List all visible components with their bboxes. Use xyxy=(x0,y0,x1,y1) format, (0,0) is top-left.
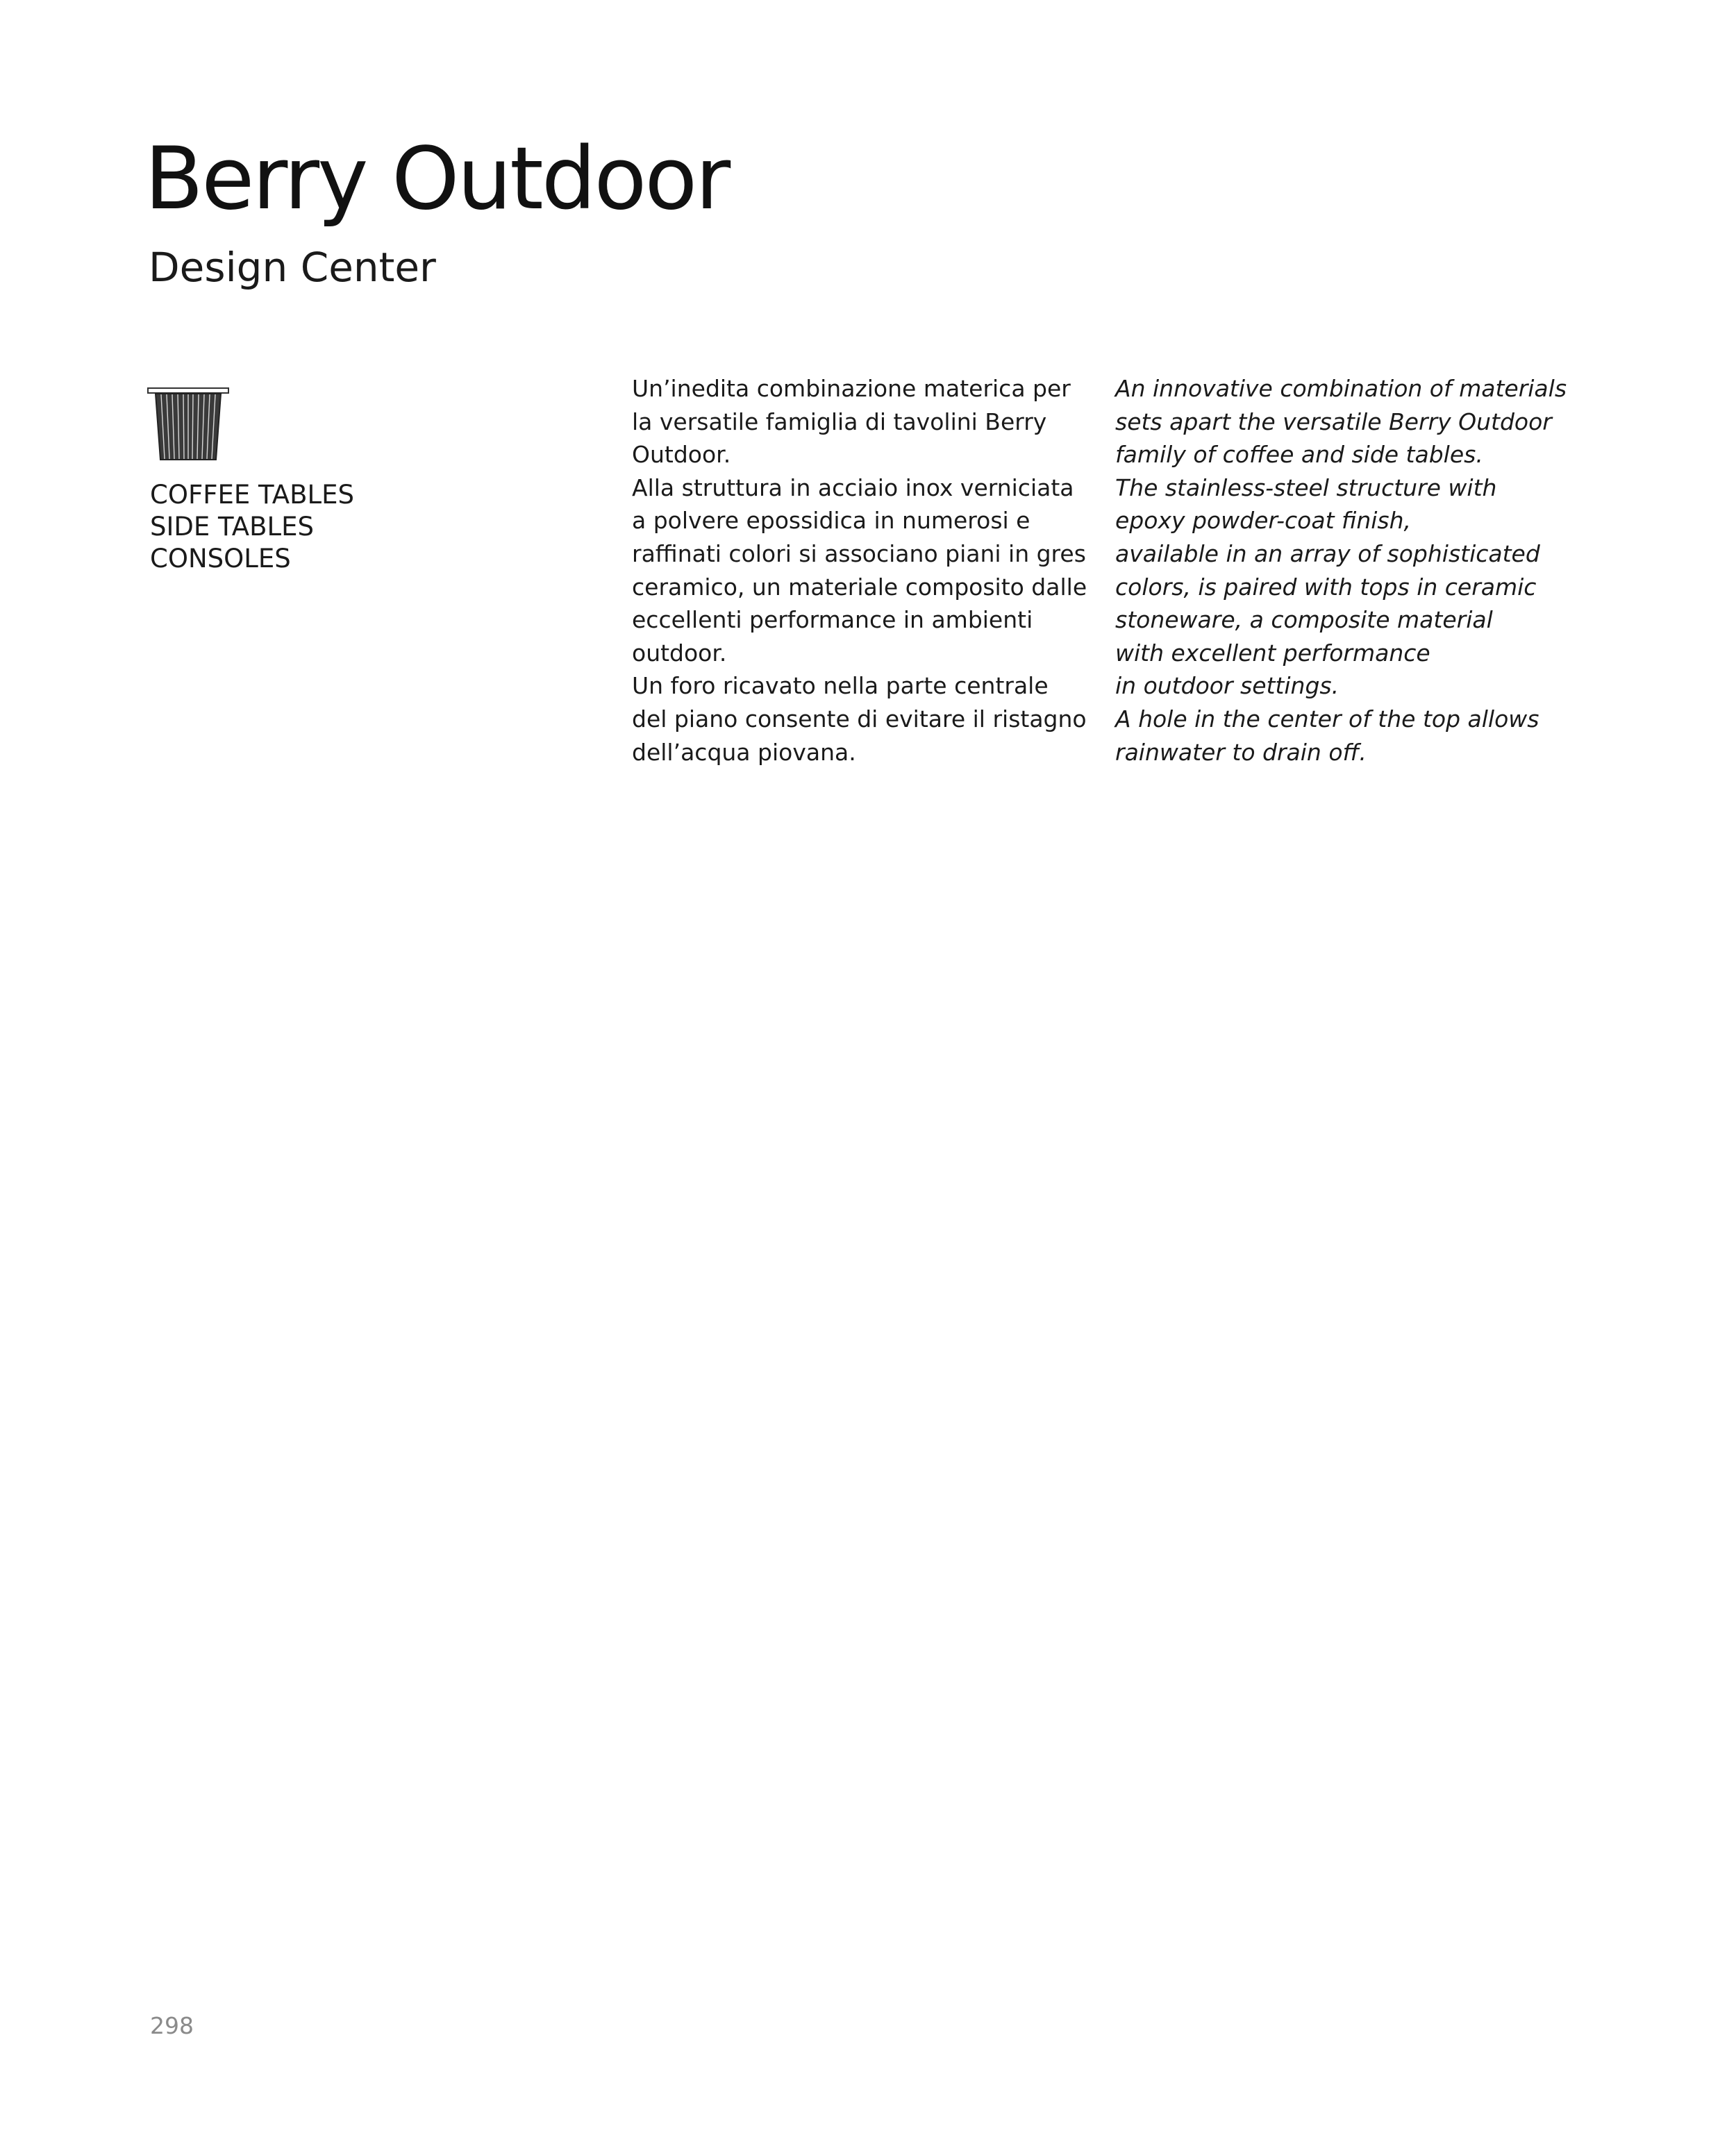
description-en-line: in outdoor settings. xyxy=(1115,672,1339,700)
category-list xyxy=(150,479,354,575)
description-en-line: sets apart the versatile Berry Outdoor xyxy=(1115,408,1552,435)
description-it-line: raffinati colori si associano piani in gres xyxy=(632,539,1086,567)
description-it-line: dell’acqua piovana. xyxy=(632,738,856,766)
side-table-icon xyxy=(147,387,229,462)
description-it-line: a polvere epossidica in numerosi e xyxy=(632,507,1030,535)
category-consoles: CONSOLES xyxy=(150,544,291,574)
description-english xyxy=(1115,372,1574,769)
page-subtitle: Design Center xyxy=(149,244,436,291)
description-en-line: with excellent performance xyxy=(1115,639,1430,667)
description-it-line: Alla struttura in acciaio inox verniciata xyxy=(632,474,1074,501)
description-en-line: A hole in the center of the top allows xyxy=(1115,705,1539,733)
description-en-line: An innovative combination of materials xyxy=(1115,375,1567,402)
description-it-line: del piano consente di evitare il ristagno xyxy=(632,705,1087,733)
page-title: Berry Outdoor xyxy=(144,129,729,229)
description-en-line: epoxy powder-coat finish, xyxy=(1115,507,1412,535)
description-it-line: eccellenti performance in ambienti xyxy=(632,606,1033,634)
category-coffee-tables: COFFEE TABLES xyxy=(150,480,354,510)
description-it-line: Un’inedita combinazione materica per xyxy=(632,375,1071,402)
description-en-line: The stainless-steel structure with xyxy=(1115,474,1497,501)
description-it-line: la versatile famiglia di tavolini Berry xyxy=(632,408,1047,435)
category-side-tables: SIDE TABLES xyxy=(150,512,314,542)
description-en-line: colors, is paired with tops in ceramic xyxy=(1115,573,1537,601)
description-en-line: stoneware, a composite material xyxy=(1115,606,1493,634)
page-number: 298 xyxy=(150,2012,194,2039)
description-en-line: family of coffee and side tables. xyxy=(1115,441,1483,469)
description-it-line: Outdoor. xyxy=(632,441,731,469)
description-it-line: ceramico, un materiale composito dalle xyxy=(632,573,1087,601)
description-en-line: rainwater to drain off. xyxy=(1115,738,1367,766)
description-it-line: Un foro ricavato nella parte centrale xyxy=(632,672,1049,700)
description-italian xyxy=(632,372,1090,769)
description-it-line: outdoor. xyxy=(632,639,727,667)
description-en-line: available in an array of sophisticated xyxy=(1115,539,1540,567)
